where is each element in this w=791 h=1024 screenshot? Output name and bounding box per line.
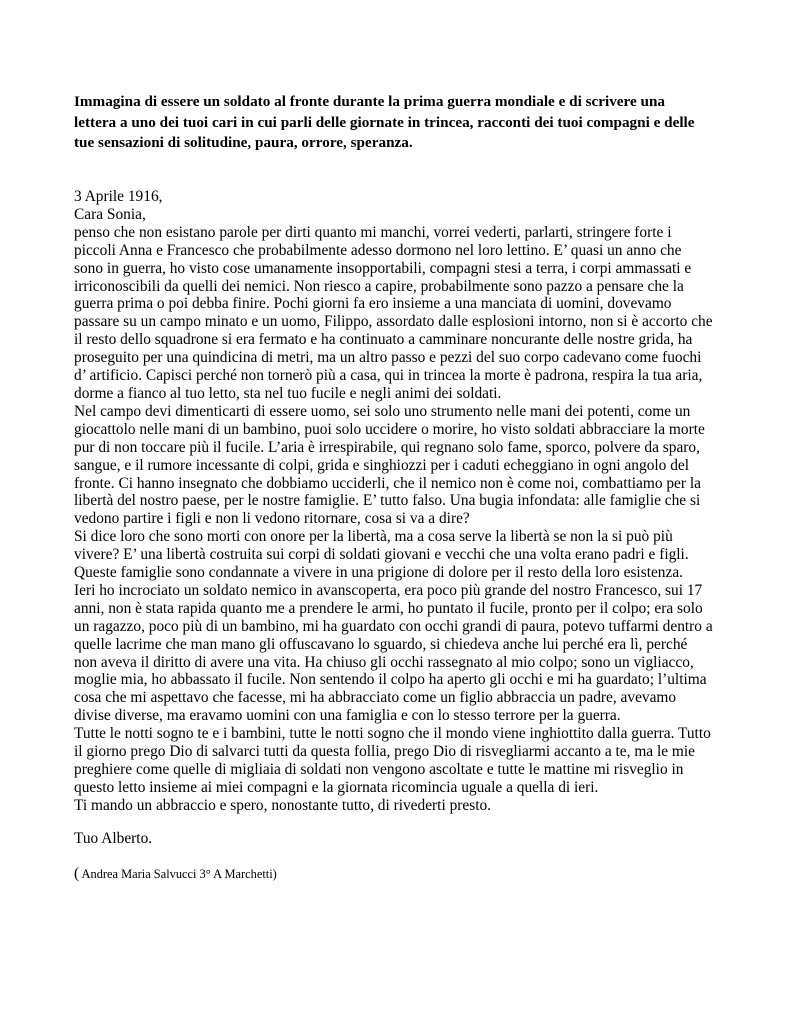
letter-line: moglie mia, ho abbassato il fucile. Non sentendo il colpo ha aperto gli occhi e mi ha guardato; l’ultima [74, 671, 707, 689]
letter-date: 3 Aprile 1916, [74, 188, 163, 205]
letter-line: il resto dello squadrone si era fermato e ha continuato a camminare noncurante delle nostre grida, ha [74, 331, 693, 349]
letter-line: d’ artificio. Capisci perché non tornerò più a casa, qui in trincea la morte è padrona, respira la tua aria, [74, 367, 703, 385]
letter-body [74, 188, 734, 815]
letter-line: Si dice loro che sono morti con onore per la libertà, ma a cosa serve la libertà se non la si può più [74, 528, 673, 546]
letter-line: cosa che mi aspettavo che facesse, mi ha abbracciato come un figlio abbraccia un padre, avevamo [74, 689, 677, 707]
letter-line: giocattolo nelle mani di un bambino, puoi solo uccidere o morire, ho visto soldati abbracciare la morte [74, 420, 705, 438]
letter-line: Ieri ho incrociato un soldato nemico in avanscoperta, era poco più grande del nostro Francesco, sui 17 [74, 581, 703, 599]
letter-line: libertà del nostro paese, per le nostre famiglie. E’ tutto falso. Una bugia infondata: alle famiglie che si [74, 492, 701, 510]
letter-line: il giorno prego Dio di salvarci tutti da questa follia, prego Dio di risvegliarmi accanto a te, ma le mie [74, 743, 695, 761]
letter-line: sono in guerra, ho visto cose umanamente insopportabili, compagni stesi a terra, i corpi ammassati e [74, 259, 692, 277]
letter-line: irriconoscibili da quelli dei nemici. Non riesco a capire, probabilmente sono pazzo a pensare che la [74, 277, 684, 295]
prompt-line: lettera a uno dei tuoi cari in cui parli delle giornate in trincea, racconti dei tuoi compagni e delle [74, 113, 695, 131]
letter-line: Tutte le notti sogno te e i bambini, tutte le notti sogno che il mondo viene inghiottito dalla guerra. Tutto [74, 725, 711, 743]
letter-line: sangue, e il rumore incessante di colpi, grida e singhiozzi per i caduti echeggiano in ogni angolo del [74, 456, 690, 474]
author-credit [74, 866, 277, 882]
letter-line: questo letto insieme ai miei compagni e la giornata ricomincia uguale a quella di ieri. [74, 778, 599, 796]
letter-line: un ragazzo, poco più di un bambino, mi ha guardato con occhi grandi di paura, potevo tuffarmi dentro a [74, 617, 713, 635]
letter-line: pur di non toccare più il fucile. L’aria è irrespirabile, qui regnano solo fame, sporco, polvere da sparo, [74, 438, 700, 456]
letter-line: vivere? E’ una libertà costruita sui corpi di soldati giovani e vecchi che una volta erano padri e figli. [74, 546, 689, 564]
letter-line: quelle lacrime che man mano gli offuscavano lo sguardo, si chiedeva anche lui perché era lì, perché [74, 635, 688, 653]
prompt-line: tue sensazioni di solitudine, paura, orrore, speranza. [74, 134, 413, 152]
letter-line: Ti mando un abbraccio e spero, nonostante tutto, di rivederti presto. [74, 796, 492, 814]
letter-signature: Tuo Alberto. [74, 830, 153, 847]
prompt-line: Immagina di essere un soldato al fronte durante la prima guerra mondiale e di scrivere una [74, 93, 666, 110]
credit-open-paren: ( [74, 865, 80, 882]
letter-line: piccoli Anna e Francesco che probabilmente adesso dormono nel loro lettino. E’ quasi un anno che [74, 241, 682, 259]
letter-line: Nel campo devi dimenticarti di essere uomo, sei solo uno strumento nelle mani dei potenti, come un [74, 402, 691, 420]
credit-text: Andrea Maria Salvucci 3° A Marchetti) [79, 867, 277, 881]
letter-line: dorme a fianco al tuo letto, sta nel tuo fucile e negli animi dei soldati. [74, 384, 502, 402]
letter-line: divise diverse, ma eravamo uomini con una famiglia e con lo stesso terrore per la guerra. [74, 707, 621, 725]
letter-line: non aveva il diritto di avere una vita. Ha chiuso gli occhi rassegnato al mio colpo; sono un vigliacco, [74, 653, 694, 671]
letter-line: guerra prima o poi debba finire. Pochi giorni fa ero insieme a una manciata di uomini, dovevamo [74, 295, 672, 313]
letter-line: anni, non è stata rapida quanto me a prendere le armi, ho puntato il fucile, pronto per il colpo; era solo [74, 599, 703, 617]
letter-line: passare su un campo minato e un uomo, Filippo, assordato dalle esplosioni intorno, non si è accorto che [74, 313, 713, 331]
letter-line: proseguito per una quindicina di metri, ma un altro passo e pezzi del suo corpo cadevano come fuochi [74, 349, 702, 367]
letter-line: vedono partire i figli e non li vedono ritornare, cosa si va a dire? [74, 510, 470, 528]
letter-line: Queste famiglie sono condannate a vivere in una prigione di dolore per il resto della loro esistenza. [74, 564, 684, 582]
assignment-prompt [74, 92, 734, 154]
letter-line: penso che non esistano parole per dirti quanto mi manchi, vorrei vederti, parlarti, stringere forte i [74, 223, 672, 241]
letter-line: fronte. Ci hanno insegnato che dobbiamo ucciderli, che il nemico non è come noi, combattiamo per la [74, 474, 701, 492]
letter-line: preghiere come quelle di migliaia di soldati non vengono ascoltate e tutte le mattine mi risveglio in [74, 761, 684, 778]
letter-salutation: Cara Sonia, [74, 205, 146, 223]
